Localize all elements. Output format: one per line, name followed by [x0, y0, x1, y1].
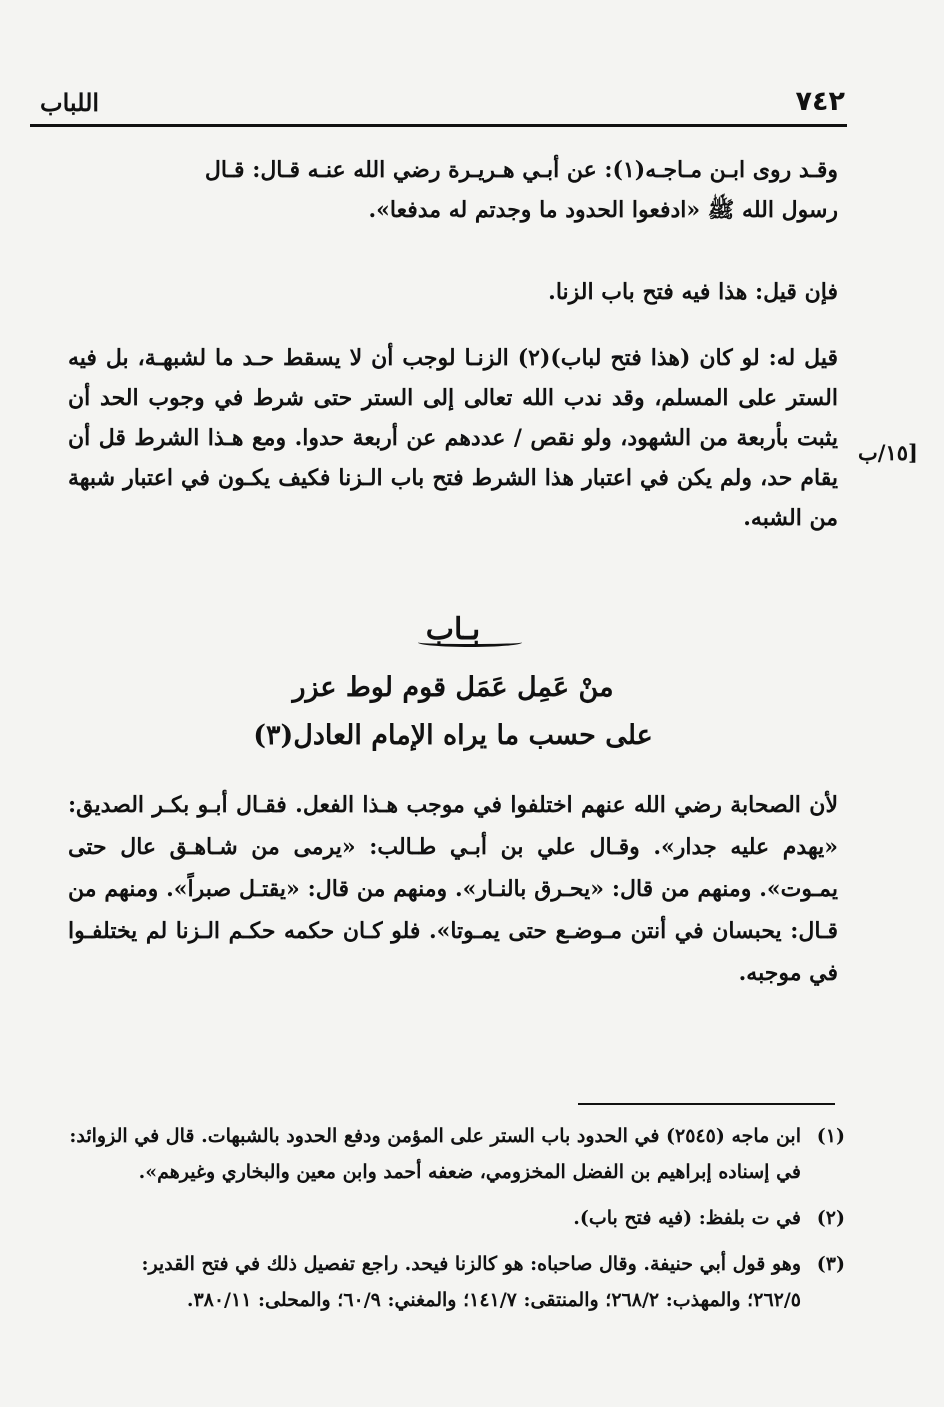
footnote-number: (٣) — [816, 1253, 845, 1275]
paragraph-hadith — [68, 150, 838, 230]
chapter-subtitle: على حسب ما يراه الإمام العادل(٣) — [253, 720, 653, 751]
chapter-ornament — [418, 638, 522, 647]
paragraph-reply: قيل له: لو كان (هذا فتح لباب)(٢) الزنـا لوجب أن لا يسقط حـد ما لشبهـة، بل فيه الستر على المسلم، وقد ندب الله تعالى إلى الستر حتى شرط في وجوب الحد أن يثبت بأربعة من الشهود، ولو نقص / عددهم عن أربعة حدوا. ومع هـذا الشرط قل أن يقام حد، ولم يكن في اعتبار هذا الشرط فتح باب الـزنا فكيف يكـون في اعتبار شبهة من الشبه. — [68, 345, 838, 531]
footnote-text: في ت بلفظ: (فيه فتح باب). — [573, 1207, 801, 1229]
footnote — [55, 1200, 845, 1236]
paragraph-line: رسول الله ﷺ «ادفعوا الحدود ما وجدتم له مدفعا». — [368, 197, 838, 223]
footnote-text: وهو قول أبي حنيفة. وقال صاحباه: هو كالزنا فيحد. راجع تفصيل ذلك في فتح القدير: — [141, 1253, 801, 1275]
footnote-number: (٢) — [816, 1207, 845, 1229]
footnote-text: ٢٦٢/٥؛ والمهذب: ٢٦٨/٢؛ والمنتقى: ١٤١/٧؛ والمغني: ٦٠/٩؛ والمحلى: ٣٨٠/١١. — [186, 1289, 801, 1311]
manuscript-folio-note: ١٥/ب] — [858, 440, 918, 465]
paragraph-objection: فإن قيل: هذا فيه فتح باب الزنا. — [548, 279, 838, 305]
paragraph-line: وقـد روى ابـن مـاجـه(١): عن أبـي هـريـرة رضي الله عنـه قـال: قـال — [204, 157, 838, 183]
chapter-label: بـاب — [425, 612, 481, 647]
footnote-rule — [578, 1103, 835, 1105]
paragraph-companions: لأن الصحابة رضي الله عنهم اختلفوا في موجب هـذا الفعل. فقـال أبـو بكـر الصديق: «يهدم عليه جدار». وقـال علي بن أبـي طـالب: «يرمى من شـاهـق عال حتى يمـوت». ومنهم من قال: «يحـرق بالنـار». ومنهم من قال: «يقتـل صبراً». ومنهم من قـال: يحبسان في أنتن مـوضـع حتى يمـوتا». فلو كـان حكمه حكـم الـزنا لم يختلفـوا في موجبه. — [68, 792, 838, 986]
running-title: اللباب — [40, 88, 100, 117]
footnote-number: (١) — [816, 1125, 845, 1147]
footnote — [55, 1246, 845, 1318]
footnotes — [55, 1118, 845, 1328]
footnote-text: ابن ماجه (٢٥٤٥) في الحدود باب الستر على المؤمن ودفع الحدود بالشبهات. قال في الزوائد: — [69, 1125, 801, 1147]
page-header — [40, 78, 845, 128]
chapter-title: منْ عَمِل عَمَل قوم لوط عزر — [292, 672, 614, 703]
footnote-text: في إسناده إبراهيم بن الفضل المخزومي، ضعفه أحمد وابن معين والبخاري وغيرهم». — [138, 1161, 801, 1183]
header-rule — [30, 124, 847, 127]
page-number: ٧٤٢ — [795, 86, 845, 117]
footnote — [55, 1118, 845, 1190]
